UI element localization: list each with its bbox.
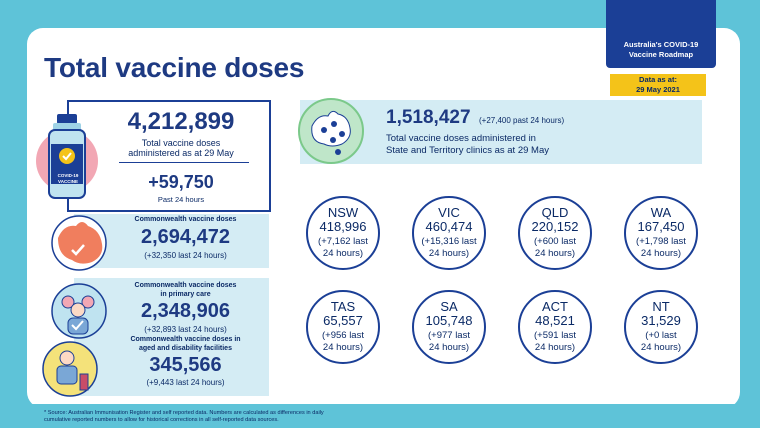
- state-name: TAS: [330, 299, 356, 314]
- australia-states-map-icon: [298, 98, 364, 164]
- state-vic: [412, 196, 486, 270]
- date-tag-line-1: Data as at:: [639, 75, 677, 84]
- state-change-1: (+1,798 last: [636, 236, 686, 247]
- aged-care-value: 345,566: [149, 354, 222, 376]
- state-change-1: (+956 last: [322, 330, 364, 341]
- australia-map-icon: [48, 214, 110, 272]
- state-value: 48,521: [535, 313, 575, 328]
- commonwealth-change: (+32,350 last 24 hours): [144, 251, 227, 260]
- aged-care-icon: [40, 340, 100, 398]
- total-doses-value: 4,212,899: [127, 108, 235, 135]
- state-change-1: (+977 last: [428, 330, 470, 341]
- footnote-line-1: * Source: Australian Immunisation Register and self reported data. Numbers are calculated as differences in daily: [44, 410, 324, 416]
- state-change-2: 24 hours): [428, 248, 470, 259]
- state-change-2: 24 hours): [322, 248, 364, 259]
- state-change-1: (+600 last: [534, 236, 576, 247]
- footnote-line-2: cumulative reported numbers to allow for historical corrections in all self-reported data sources.: [44, 417, 279, 423]
- aged-care-label-1: Commonwealth vaccine doses in: [130, 336, 241, 343]
- state-total-value: 1,518,427: [386, 107, 471, 128]
- state-total-caption-2: State and Territory clinics as at 29 May: [386, 145, 549, 156]
- state-name: VIC: [438, 205, 460, 220]
- state-value: 460,474: [425, 219, 473, 234]
- people-group-icon: [48, 282, 110, 340]
- state-value: 31,529: [641, 313, 681, 328]
- aged-care-change: (+9,443 last 24 hours): [146, 378, 225, 387]
- roadmap-banner: [606, 0, 716, 68]
- state-nsw: [306, 196, 380, 270]
- state-name: NT: [652, 299, 670, 314]
- bottle-label-line-2: VACCINE: [58, 178, 78, 184]
- roadmap-line-2: Vaccine Roadmap: [628, 50, 694, 59]
- state-change-2: 24 hours): [640, 342, 682, 353]
- state-name: ACT: [542, 299, 568, 314]
- state-change-1: (+15,316 last: [421, 236, 477, 247]
- roadmap-line-1: Australia's COVID-19: [623, 40, 699, 49]
- total-doses-change: +59,750: [148, 172, 214, 192]
- state-nt: [624, 290, 698, 364]
- primary-care-label-2: in primary care: [160, 291, 211, 298]
- state-change-1: (+591 last: [534, 330, 576, 341]
- state-qld: [518, 196, 592, 270]
- state-name: SA: [440, 299, 458, 314]
- state-change-2: 24 hours): [640, 248, 682, 259]
- state-value: 167,450: [637, 219, 685, 234]
- vaccine-bottle-icon: [35, 110, 99, 205]
- state-change-1: (+7,162 last: [318, 236, 368, 247]
- primary-care-label-1: Commonwealth vaccine doses: [134, 282, 237, 289]
- source-footnote: [44, 410, 464, 424]
- state-change-2: 24 hours): [322, 342, 364, 353]
- state-change-2: 24 hours): [534, 248, 576, 259]
- state-value: 220,152: [531, 219, 579, 234]
- primary-care-value: 2,348,906: [141, 300, 230, 322]
- state-change-1: (+0 last: [645, 330, 677, 341]
- state-total-caption-1: Total vaccine doses administered in: [386, 133, 536, 144]
- state-wa: [624, 196, 698, 270]
- state-change-2: 24 hours): [428, 342, 470, 353]
- total-doses-caption-2: administered as at 29 May: [128, 148, 234, 158]
- date-tag: [610, 74, 706, 96]
- state-name: NSW: [327, 205, 359, 220]
- page-title: Total vaccine doses: [44, 52, 305, 83]
- state-act: [518, 290, 592, 364]
- primary-care-change: (+32,893 last 24 hours): [144, 325, 227, 334]
- commonwealth-value: 2,694,472: [141, 226, 230, 248]
- aged-care-label-2: aged and disability facilities: [139, 345, 232, 352]
- state-tas: [306, 290, 380, 364]
- total-doses-change-caption: Past 24 hours: [157, 195, 205, 204]
- state-change-2: 24 hours): [534, 342, 576, 353]
- state-sa: [412, 290, 486, 364]
- state-name: QLD: [541, 205, 569, 220]
- state-value: 418,996: [319, 219, 367, 234]
- bottle-label: [50, 173, 86, 184]
- state-total-change: (+27,400 past 24 hours): [478, 116, 565, 125]
- bottle-label-line-1: COVID-19: [57, 173, 79, 178]
- state-value: 65,557: [323, 313, 363, 328]
- commonwealth-label: Commonwealth vaccine doses: [134, 216, 237, 223]
- state-name: WA: [650, 205, 672, 220]
- state-value: 105,748: [425, 313, 473, 328]
- date-tag-line-2: 29 May 2021: [636, 85, 680, 94]
- total-doses-caption-1: Total vaccine doses: [141, 138, 221, 148]
